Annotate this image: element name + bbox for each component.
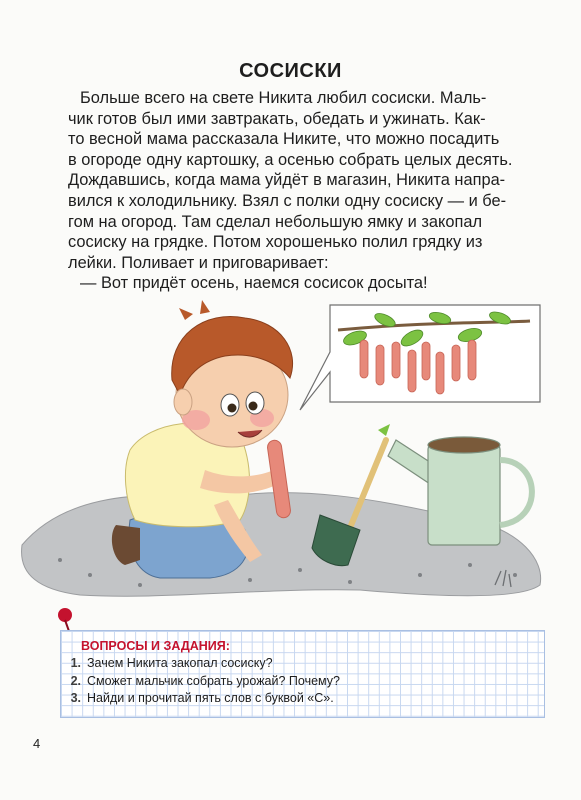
question-number: 2. (70, 673, 81, 688)
question-item (63, 690, 340, 708)
story-line: лейки. Поливает и приговаривает: (68, 253, 329, 272)
page-number: 4 (33, 736, 41, 751)
story-line: сосиску на грядке. Потом хорошенько полил грядку из (68, 233, 483, 252)
page-title: СОСИСКИ (239, 60, 342, 82)
question-number: 3. (70, 691, 81, 705)
question-text: Сможет мальчик собрать урожай? Почему? (87, 673, 340, 688)
story-line: — Вот придёт осень, наемся сосисок досыта! (80, 274, 428, 293)
questions-title: ВОПРОСЫ И ЗАДАНИЯ: (81, 639, 230, 653)
story-line: Дождавшись, когда мама уйдёт в магазин, Никита напра- (68, 171, 506, 190)
story-line: Больше всего на свете Никита любил сосиски. Маль- (80, 89, 487, 107)
question-text: Зачем Никита закопал сосиску? (87, 656, 273, 670)
story-line: вился к холодильнику. Взял с полки одну сосиску — и бе- (68, 191, 507, 210)
story-line: в огороде одну картошку, а осенью собрать целых десять. (68, 150, 513, 169)
question-text: Найди и прочитай пять слов с буквой «С». (87, 691, 334, 705)
story-line: то весной мама рассказала Никите, что можно посадить (68, 130, 500, 149)
story-line: гом на огород. Там сделал небольшую ямку и закопал (68, 212, 483, 231)
question-item (63, 673, 340, 691)
questions-box (60, 630, 545, 718)
story-line: чик готов был ими завтракать, обедать и ужинать. Как- (68, 109, 486, 128)
question-item (63, 655, 340, 673)
questions-list (63, 655, 340, 708)
question-number: 1. (70, 656, 81, 670)
